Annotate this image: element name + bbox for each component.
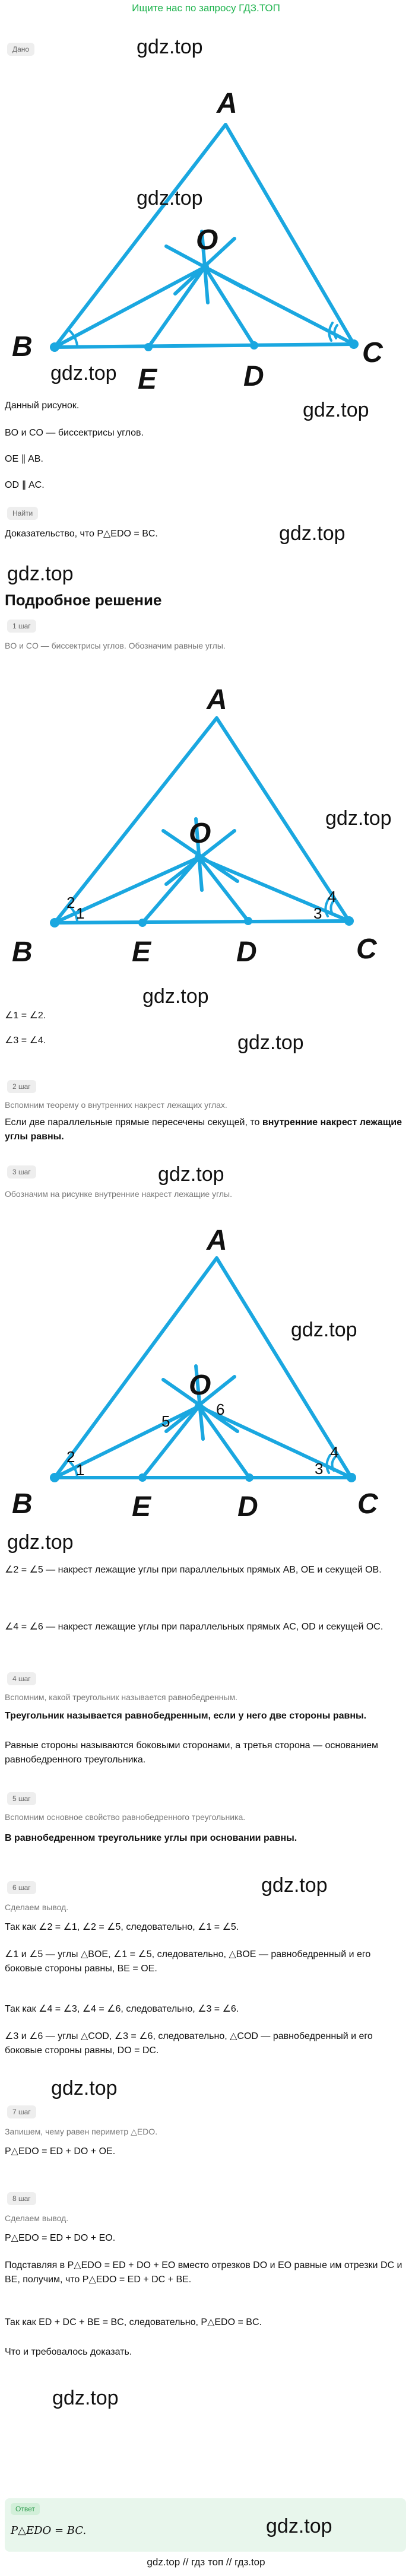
label-o: O [189,818,211,849]
label-b: B [12,1488,33,1519]
step8-pill: 8 шаг [7,2192,36,2205]
watermark: gdz.top [7,563,74,585]
label-d: D [236,936,257,968]
figure-given [0,77,412,398]
step8-text1: Сделаем вывод. [5,2213,69,2223]
step6-text2: Так как ∠2 = ∠1, ∠2 = ∠5, следовательно, ∠1 = ∠5. [5,1922,239,1932]
angle-2: 2 [66,1448,75,1466]
step1-eq1: ∠1 = ∠2. [5,1011,46,1021]
label-b: B [12,936,33,968]
step4-text2: Треугольник называется равнобедренным, если у него две стороны равны. [5,1711,367,1721]
angle-1: 1 [76,1461,85,1479]
angle-4: 4 [328,888,337,906]
watermark: gdz.top [325,807,392,830]
watermark: gdz.top [137,36,203,58]
step4-text1: Вспомним, какой треугольник называется равнобедренным. [5,1692,238,1702]
answer-label: Ответ [11,2503,40,2515]
step3-text2: ∠2 = ∠5 — накрест лежащие углы при параллельных прямых AB, OE и секущей OB. [5,1565,382,1575]
given-pill: Дано [7,43,34,56]
figure-step1 [0,653,412,973]
answer-text: P△EDO = BC. [11,2524,87,2537]
solution-title: Подробное решение [5,591,162,609]
step1-eq2: ∠3 = ∠4. [5,1036,46,1046]
step6-text1: Сделаем вывод. [5,1902,69,1912]
step4-pill: 4 шаг [7,1672,36,1685]
watermark: gdz.top [7,1531,74,1554]
label-c: C [356,933,377,965]
given-text-3: OE ∥ AB. [5,454,43,464]
find-text: Доказательство, что P△EDO = BC. [5,529,158,539]
watermark: gdz.top [137,187,203,209]
step5-text1: Вспомним основное свойство равнобедренного треугольника. [5,1812,246,1822]
step5-text2: В равнобедренном треугольнике углы при основании равны. [5,1833,297,1843]
step8-text3: Подставляя в P△EDO = ED + DO + EO вместо отрезков DO и EO равные им отрезки DC и BE, получим, что P△EDO = ED + DC + BE. [5,2260,403,2285]
watermark: gdz.top [52,2387,119,2409]
label-a: A [217,88,237,119]
watermark: gdz.top [237,1031,304,1054]
label-b: B [12,331,33,363]
label-d: D [237,1491,258,1519]
step7-text2: P△EDO = ED + DO + OE. [5,2146,116,2156]
watermark: gdz.top [261,1874,328,1897]
angle-4: 4 [330,1443,339,1461]
given-text-2: BO и CO — биссектрисы углов. [5,428,144,438]
figure-step3 [0,1199,412,1519]
label-e: E [132,1491,151,1519]
angle-6: 6 [216,1400,225,1418]
step2-text2b: внутренние накрест лежащие углы равны. [5,1117,403,1142]
angle-3: 3 [313,904,322,922]
step3-text1: Обозначим на рисунке внутренние накрест лежащие углы. [5,1189,233,1199]
watermark: gdz.top [51,2077,118,2099]
step6-text3: ∠1 и ∠5 — углы △BOE, ∠1 = ∠5, следовательно, △BOE — равнобедренный и его боковые стороны равны, BE = OE. [5,1949,371,1974]
watermark: gdz.top [142,985,209,1008]
step8-text5: Что и требовалось доказать. [5,2347,132,2357]
step8-text2: P△EDO = ED + DO + EO. [5,2233,116,2243]
label-e: E [132,936,151,968]
find-pill: Найти [7,507,38,520]
step3-pill: 3 шаг [7,1165,36,1179]
given-text-1: Данный рисунок. [5,401,80,411]
step6-text4: Так как ∠4 = ∠3, ∠4 = ∠6, следовательно, ∠3 = ∠6. [5,2004,239,2014]
watermark: gdz.top [291,1319,357,1341]
given-text-4: OD ∥ AC. [5,480,45,490]
watermark: gdz.top [279,522,346,545]
watermark: gdz.top [303,399,369,421]
label-a: A [207,1225,227,1256]
label-o: O [189,1370,211,1401]
label-o: O [196,224,218,256]
step6-text5: ∠3 и ∠6 — углы △COD, ∠3 = ∠6, следовательно, △COD — равнобедренный и его боковые стороны равны, DO = DC. [5,2031,373,2056]
step2-text1: Вспомним теорему о внутренних накрест лежащих углах. [5,1100,227,1110]
step6-pill: 6 шаг [7,1881,36,1894]
label-c: C [362,337,383,369]
step3-text3: ∠4 = ∠6 — накрест лежащие углы при параллельных прямых AC, OD и секущей OC. [5,1622,384,1632]
watermark: gdz.top [266,2515,332,2537]
label-d: D [243,361,264,392]
step7-text1: Запишем, чему равен периметр △EDO. [5,2127,158,2136]
step2-pill: 2 шаг [7,1080,36,1093]
angle-1: 1 [76,904,85,922]
step2-text2a: Если две параллельные прямые пересечены секущей, то [5,1117,262,1127]
step8-text4: Так как ED + DC + BE = BC, следовательно, P△EDO = BC. [5,2317,262,2327]
label-c: C [357,1488,378,1519]
label-a: A [207,684,227,716]
step1-text: BO и CO — биссектрисы углов. Обозначим равные углы. [5,641,226,650]
step7-pill: 7 шаг [7,2105,36,2118]
watermark: gdz.top [50,362,117,385]
watermark: gdz.top [158,1163,224,1186]
answer-box [5,2498,406,2552]
step1-pill: 1 шаг [7,620,36,633]
angle-5: 5 [161,1412,170,1430]
step2-text2 [5,1116,403,1144]
angle-2: 2 [66,894,75,911]
angle-3: 3 [315,1460,324,1478]
step5-pill: 5 шаг [7,1792,36,1805]
step4-text3: Равные стороны называются боковыми сторонами, а третья сторона — основанием равнобедренного треугольника. [5,1740,378,1765]
footer-links[interactable]: gdz.top // гдз топ // гдз.top [147,2556,265,2568]
search-banner[interactable]: Ищите нас по запросу ГДЗ.ТОП [132,2,280,14]
label-e: E [138,364,157,395]
